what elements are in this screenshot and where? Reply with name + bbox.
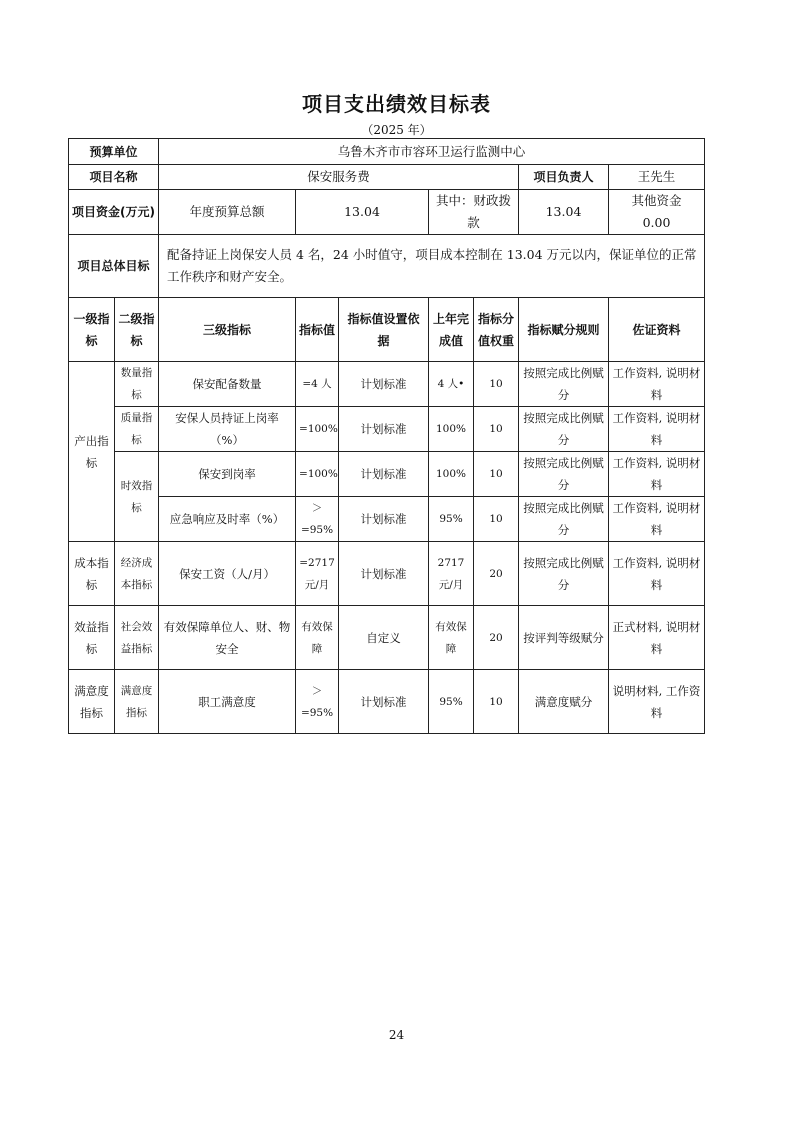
table-cell: 计划标准 [339, 362, 429, 407]
fiscal-value: 13.04 [519, 190, 609, 235]
table-cell: 自定义 [339, 606, 429, 670]
other-funds-label: 其他资金 [631, 193, 682, 208]
table-cell: 20 [474, 542, 519, 606]
table-cell: ＞=95% [296, 497, 339, 542]
table-cell: 保安工资（人/月） [159, 542, 296, 606]
budget-unit-value: 乌鲁木齐市市容环卫运行监测中心 [159, 139, 705, 165]
project-name-label: 项目名称 [69, 165, 159, 190]
page-title: 项目支出绩效目标表 [302, 92, 491, 116]
table-cell: =2717元/月 [296, 542, 339, 606]
table-cell: 计划标准 [339, 407, 429, 452]
table-cell: 2717元/月 [429, 542, 474, 606]
project-name-value: 保安服务费 [159, 165, 519, 190]
header-weight: 指标分值权重 [474, 298, 519, 362]
header-rule: 指标赋分规则 [519, 298, 609, 362]
group-satisfaction: 满意度指标 [69, 670, 115, 734]
table-cell: 按照完成比例赋分 [519, 542, 609, 606]
year-label: （2025 年） [361, 123, 432, 137]
table-cell: 10 [474, 497, 519, 542]
table-cell: 应急响应及时率（%） [159, 497, 296, 542]
group-quality: 质量指标 [115, 407, 159, 452]
table-cell: ＞=95% [296, 670, 339, 734]
table-cell: 工作资料, 说明材料 [609, 407, 705, 452]
group-quantity: 数量指标 [115, 362, 159, 407]
table-cell: 计划标准 [339, 452, 429, 497]
table-cell: 100% [429, 407, 474, 452]
funds-label: 项目资金(万元) [69, 190, 159, 235]
table-cell: 按照完成比例赋分 [519, 407, 609, 452]
header-value: 指标值 [296, 298, 339, 362]
table-cell: 95% [429, 670, 474, 734]
table-cell: 工作资料, 说明材料 [609, 362, 705, 407]
table-cell: 职工满意度 [159, 670, 296, 734]
table-cell: 10 [474, 407, 519, 452]
table-cell: =4 人 [296, 362, 339, 407]
table-cell: 10 [474, 362, 519, 407]
group-econ-cost: 经济成本指标 [115, 542, 159, 606]
table-cell: 安保人员持证上岗率（%） [159, 407, 296, 452]
project-leader-label: 项目负责人 [519, 165, 609, 190]
table-cell: 按照完成比例赋分 [519, 497, 609, 542]
table-cell: 计划标准 [339, 670, 429, 734]
table-cell: 计划标准 [339, 542, 429, 606]
header-level2: 二级指标 [115, 298, 159, 362]
table-cell: 95% [429, 497, 474, 542]
group-cost: 成本指标 [69, 542, 115, 606]
header-last-year: 上年完成值 [429, 298, 474, 362]
group-timeliness: 时效指标 [115, 452, 159, 542]
page-number: 24 [388, 1028, 405, 1042]
group-social-benefit: 社会效益指标 [115, 606, 159, 670]
header-evidence: 佐证资料 [609, 298, 705, 362]
table-cell: 10 [474, 670, 519, 734]
table-cell: 满意度赋分 [519, 670, 609, 734]
table-cell: 工作资料, 说明材料 [609, 452, 705, 497]
group-benefit: 效益指标 [69, 606, 115, 670]
table-cell: 计划标准 [339, 497, 429, 542]
overall-goal-label: 项目总体目标 [69, 235, 159, 298]
header-basis: 指标值设置依据 [339, 298, 429, 362]
table-cell: 正式材料, 说明材料 [609, 606, 705, 670]
table-cell: 按评判等级赋分 [519, 606, 609, 670]
table-cell: =100% [296, 452, 339, 497]
table-cell: 保安配备数量 [159, 362, 296, 407]
table-cell: 说明材料, 工作资料 [609, 670, 705, 734]
table-cell: 按照完成比例赋分 [519, 362, 609, 407]
other-funds-value: 0.00 [642, 215, 671, 230]
table-cell: 按照完成比例赋分 [519, 452, 609, 497]
table-cell: 有效保障 [429, 606, 474, 670]
header-level3: 三级指标 [159, 298, 296, 362]
header-level1: 一级指标 [69, 298, 115, 362]
group-satisfaction-level2: 满意度指标 [115, 670, 159, 734]
overall-goal-text: 配备持证上岗保安人员 4 名，24 小时值守，项目成本控制在 13.04 万元以内，保证单位的正常工作秩序和财产安全。 [159, 235, 705, 298]
table-cell: 有效保障 [296, 606, 339, 670]
annual-budget-label: 年度预算总额 [159, 190, 296, 235]
table-cell: 工作资料, 说明材料 [609, 497, 705, 542]
table-cell: 保安到岗率 [159, 452, 296, 497]
budget-unit-label: 预算单位 [69, 139, 159, 165]
table-cell: 工作资料, 说明材料 [609, 542, 705, 606]
annual-budget-value: 13.04 [296, 190, 429, 235]
table-cell: 有效保障单位人、财、物安全 [159, 606, 296, 670]
fiscal-label: 其中：财政拨款 [429, 190, 519, 235]
table-cell: 10 [474, 452, 519, 497]
group-output: 产出指标 [69, 362, 115, 542]
table-cell: 100% [429, 452, 474, 497]
table-cell: 20 [474, 606, 519, 670]
table-cell: =100% [296, 407, 339, 452]
project-leader-value: 王先生 [609, 165, 705, 190]
other-funds [609, 190, 705, 235]
table-cell: 4 人• [429, 362, 474, 407]
performance-table [68, 138, 705, 734]
